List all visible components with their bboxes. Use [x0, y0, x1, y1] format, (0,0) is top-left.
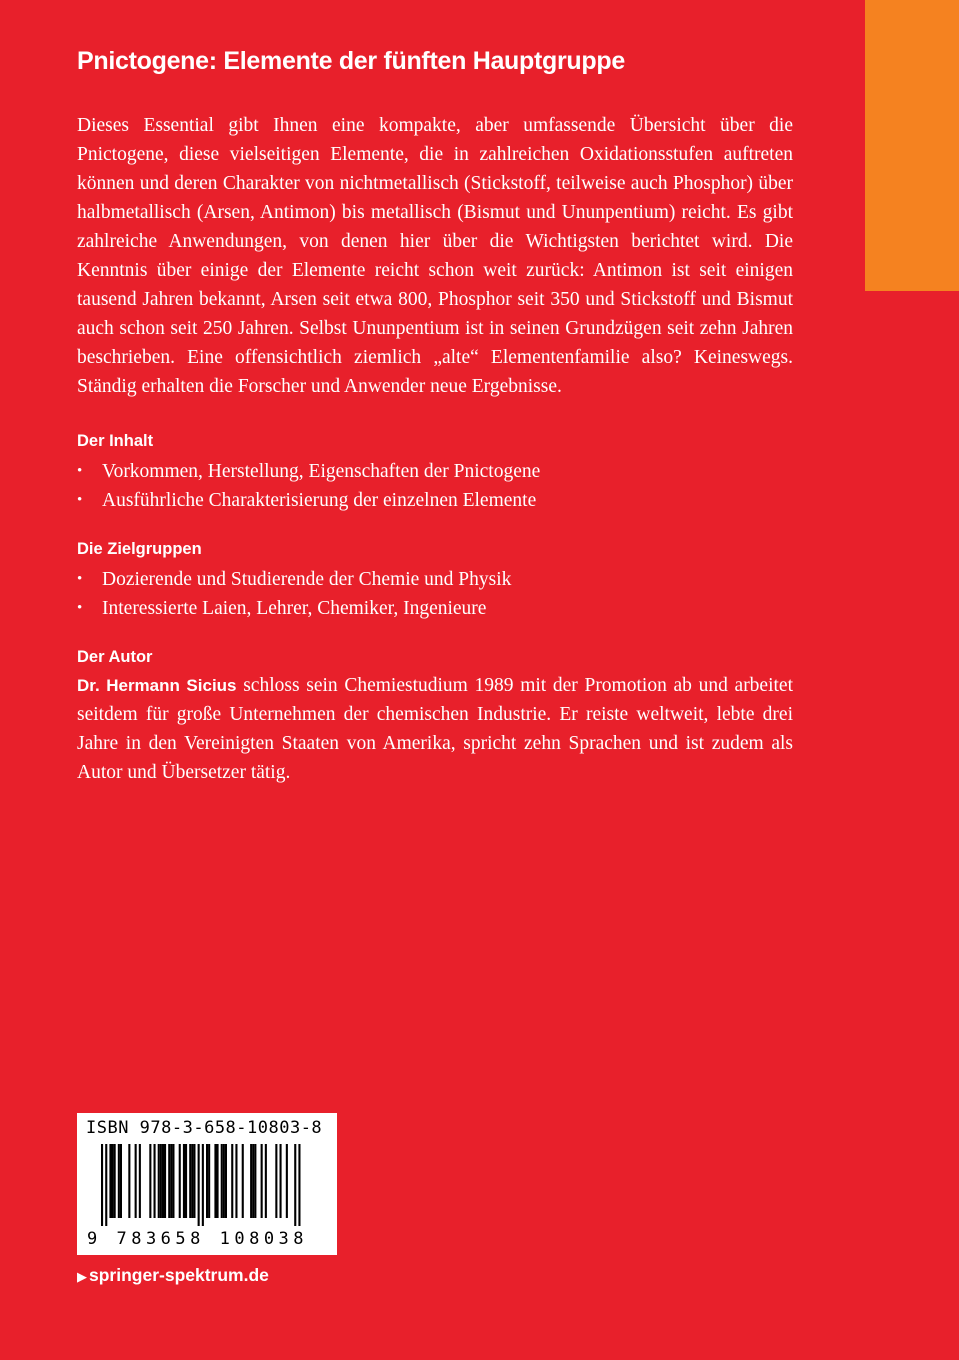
barcode-bar [252, 1144, 254, 1218]
barcode-bar [172, 1144, 174, 1218]
book-title: Pnictogene: Elemente der fünften Hauptgruppe [77, 47, 625, 75]
barcode-bar [105, 1144, 107, 1226]
barcode-bar [114, 1144, 116, 1218]
barcode-bar [294, 1144, 296, 1226]
barcode-bar [179, 1144, 181, 1218]
barcode-bar [164, 1144, 166, 1218]
barcode-bar [223, 1144, 225, 1218]
list-item: • Dozierende und Studierende der Chemie und Physik [77, 565, 793, 594]
barcode-bar [158, 1144, 160, 1218]
barcode-bar [139, 1144, 141, 1218]
barcode-bar [265, 1144, 267, 1218]
barcode-bar [261, 1144, 263, 1218]
orange-accent-tab [865, 0, 959, 291]
section-heading-autor: Der Autor [77, 648, 153, 666]
barcode-bar [135, 1144, 137, 1218]
barcode-bar [191, 1144, 193, 1218]
barcode-bar [214, 1144, 216, 1218]
barcode-bar [112, 1144, 114, 1218]
barcode-bars [101, 1144, 313, 1226]
barcode-bar [168, 1144, 170, 1218]
barcode-bar [250, 1144, 252, 1218]
barcode-bar [298, 1144, 300, 1226]
publisher-website[interactable] [77, 1263, 269, 1289]
barcode-bar [118, 1144, 120, 1218]
barcode-bar [231, 1144, 233, 1218]
barcode-bar [254, 1144, 256, 1218]
list-item: • Interessierte Laien, Lehrer, Chemiker, Ingenieure [77, 594, 793, 623]
barcode-bar [109, 1144, 111, 1218]
barcode-bar [206, 1144, 208, 1218]
isbn-number: ISBN 978-3-658-10803-8 [86, 1118, 323, 1138]
barcode-bar [198, 1144, 200, 1226]
list-item: • Ausführliche Charakterisierung der einzelnen Elemente [77, 486, 793, 515]
zielgruppen-list [77, 565, 793, 623]
author-bio-text: schloss sein Chemiestudium 1989 mit der Promotion ab und arbeitet seitdem für große Unternehmen der chemischen Industrie. Er reiste weltweit, lebte drei Jahre in den Vereinigten Staaten von Amerika, spricht zehn Sprachen und ist zudem als Autor und Übersetzer tätig. [77, 675, 793, 783]
section-heading-inhalt: Der Inhalt [77, 432, 154, 450]
barcode-bar [208, 1144, 210, 1218]
barcode-bar [242, 1144, 244, 1218]
bullet-icon: • [77, 463, 83, 479]
barcode-bar [235, 1144, 237, 1218]
bullet-icon: • [77, 600, 83, 616]
barcode-bar [217, 1144, 219, 1218]
barcode-bar [221, 1144, 223, 1218]
ean-digits: 9 783658 108038 [87, 1229, 309, 1249]
barcode-bar [162, 1144, 164, 1218]
barcode-bar [193, 1144, 195, 1218]
isbn-barcode [77, 1113, 337, 1255]
intro-paragraph: Dieses Essential gibt Ihnen eine kompakte, aber umfassende Übersicht über die Pnictogene, diese vielseitigen Elemente, die in zahlreichen Oxidationsstufen auftreten können und deren Charakter von nichtmetallisch (Stickstoff, teilweise auch Phosphor) über halbmetallisch (Arsen, Antimon) bis metallisch (Bismut und Ununpentium) reicht. Es gibt zahlreiche Anwendungen, von denen hier über die Wichtigsten berichtet wird. Die Kenntnis über einige der Elemente reicht schon weit zurück: Antimon ist seit einigen tausend Jahren bekannt, Arsen seit etwa 800, Phosphor seit 350 und Stickstoff und Bismut auch schon seit 250 Jahren. Selbst Ununpentium ist in seinen Grundzügen seit zehn Jahren beschrieben. Eine offensichtlich ziemlich „alte“ Elementenfamilie also? Keineswegs. Ständig erhalten die Forscher und Anwender neue Ergebnisse. [77, 115, 793, 397]
barcode-bar [160, 1144, 162, 1218]
author-name: Dr. Hermann Sicius [77, 676, 237, 695]
barcode-bar [128, 1144, 130, 1218]
barcode-bar [189, 1144, 191, 1218]
arrow-icon: ▶ [77, 1269, 87, 1284]
barcode-bar [170, 1144, 172, 1218]
inhalt-list [77, 457, 793, 515]
barcode-bar [149, 1144, 151, 1218]
list-item: • Vorkommen, Herstellung, Eigenschaften der Pnictogene [77, 457, 793, 486]
bullet-icon: • [77, 492, 83, 508]
barcode-bar [120, 1144, 122, 1218]
barcode-bar [286, 1144, 288, 1218]
barcode-bar [225, 1144, 227, 1218]
barcode-bar [185, 1144, 187, 1218]
barcode-bar [154, 1144, 156, 1218]
barcode-bar [183, 1144, 185, 1218]
barcode-bar [275, 1144, 277, 1218]
section-heading-zielgruppen: Die Zielgruppen [77, 540, 202, 558]
bullet-icon: • [77, 571, 83, 587]
barcode-bar [101, 1144, 103, 1226]
barcode-bar [202, 1144, 204, 1226]
author-bio [77, 671, 793, 787]
barcode-bar [280, 1144, 282, 1218]
website-label: springer-spektrum.de [89, 1265, 269, 1285]
back-cover-content [77, 111, 793, 787]
